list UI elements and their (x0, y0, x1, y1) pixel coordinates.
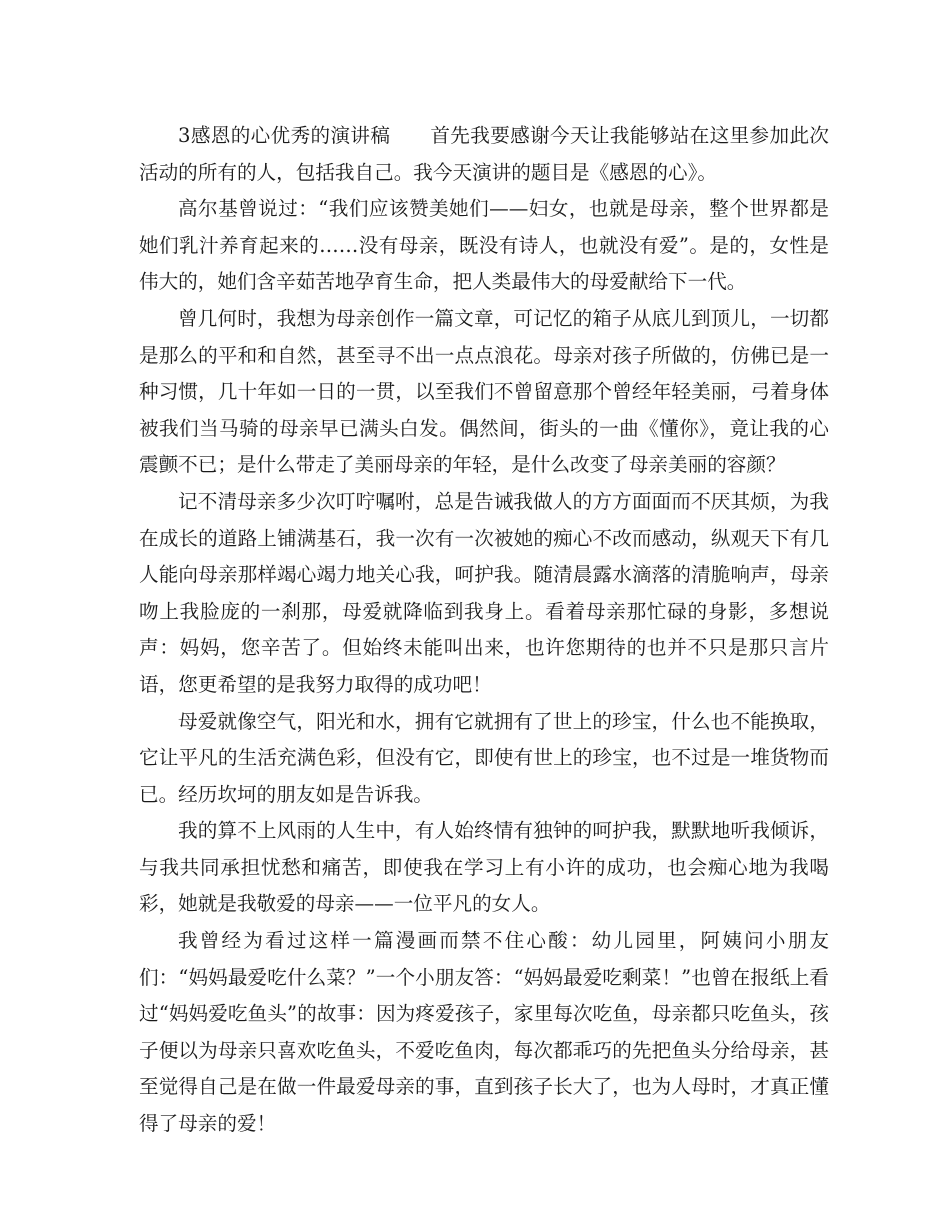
intro-text: 首先我要感谢今天让我能够站在这里参加此次活动的所有的人，包括我自己。我今天演讲的题目是《感恩的心》。 (139, 124, 830, 184)
body-paragraph-6: 我曾经为看过这样一篇漫画而禁不住心酸：幼儿园里，阿姨问小朋友们：“妈妈最爱吃什么菜？”一个小朋友答：“妈妈最爱吃剩菜！”也曾在报纸上看过“妈妈爱吃鱼头”的故事：因为疼爱孩子，家里每次吃鱼，母亲都只吃鱼头，孩子便以为母亲只喜欢吃鱼头，不爱吃鱼肉，每次都乖巧的先把鱼头分给母亲，甚至觉得自己是在做一件最爱母亲的事，直到孩子长大了，也为人母时，才真正懂得了母亲的爱！ (139, 929, 829, 1136)
body-paragraph-3: 记不清母亲多少次叮咛嘱咐，总是告诫我做人的方方面面而不厌其烦，为我在成长的道路上铺满基石，我一次有一次被她的痴心不改而感动，纵观天下有几人能向母亲那样竭心竭力地关心我，呵护我。随清晨露水滴落的清脆响声，母亲吻上我脸庞的一刹那，母爱就降临到我身上。看着母亲那忙碌的身影，多想说声：妈妈，您辛苦了。但始终未能叫出来，也许您期待的也并不只是那只言片语，您更希望的是我努力取得的成功吧！ (139, 489, 829, 696)
body-paragraph-1: 高尔基曾说过：“我们应该赞美她们——妇女，也就是母亲，整个世界都是她们乳汁养育起来的……没有母亲，既没有诗人，也就没有爱”。是的，女性是伟大的，她们含辛茹苦地孕育生命，把人类最伟大的母爱献给下一代。 (139, 197, 829, 294)
body-paragraph-5: 我的算不上风雨的人生中，有人始终情有独钟的呵护我，默默地听我倾诉，与我共同承担忧愁和痛苦，即使我在学习上有小许的成功，也会痴心地为我喝彩，她就是我敬爱的母亲——一位平凡的女人。 (139, 819, 829, 916)
body-paragraph-2: 曾几何时，我想为母亲创作一篇文章，可记忆的箱子从底儿到顶儿，一切都是那么的平和和自然，甚至寻不出一点点浪花。母亲对孩子所做的，仿佛已是一种习惯，几十年如一日的一贯，以至我们不曾留意那个曾经年轻美丽，弓着身体被我们当马骑的母亲早已满头白发。偶然间，街头的一曲《懂你》，竟让我的心震颤不已；是什么带走了美丽母亲的年轻，是什么改变了母亲美丽的容颜？ (139, 306, 829, 477)
document-body (139, 118, 829, 1143)
body-paragraph-4: 母爱就像空气，阳光和水，拥有它就拥有了世上的珍宝，什么也不能换取，它让平凡的生活充满色彩，但没有它，即使有世上的珍宝，也不过是一堆货物而已。经历坎坷的朋友如是告诉我。 (139, 709, 829, 806)
intro-paragraph (139, 118, 829, 191)
document-title: 3感恩的心优秀的演讲稿 (178, 124, 391, 147)
